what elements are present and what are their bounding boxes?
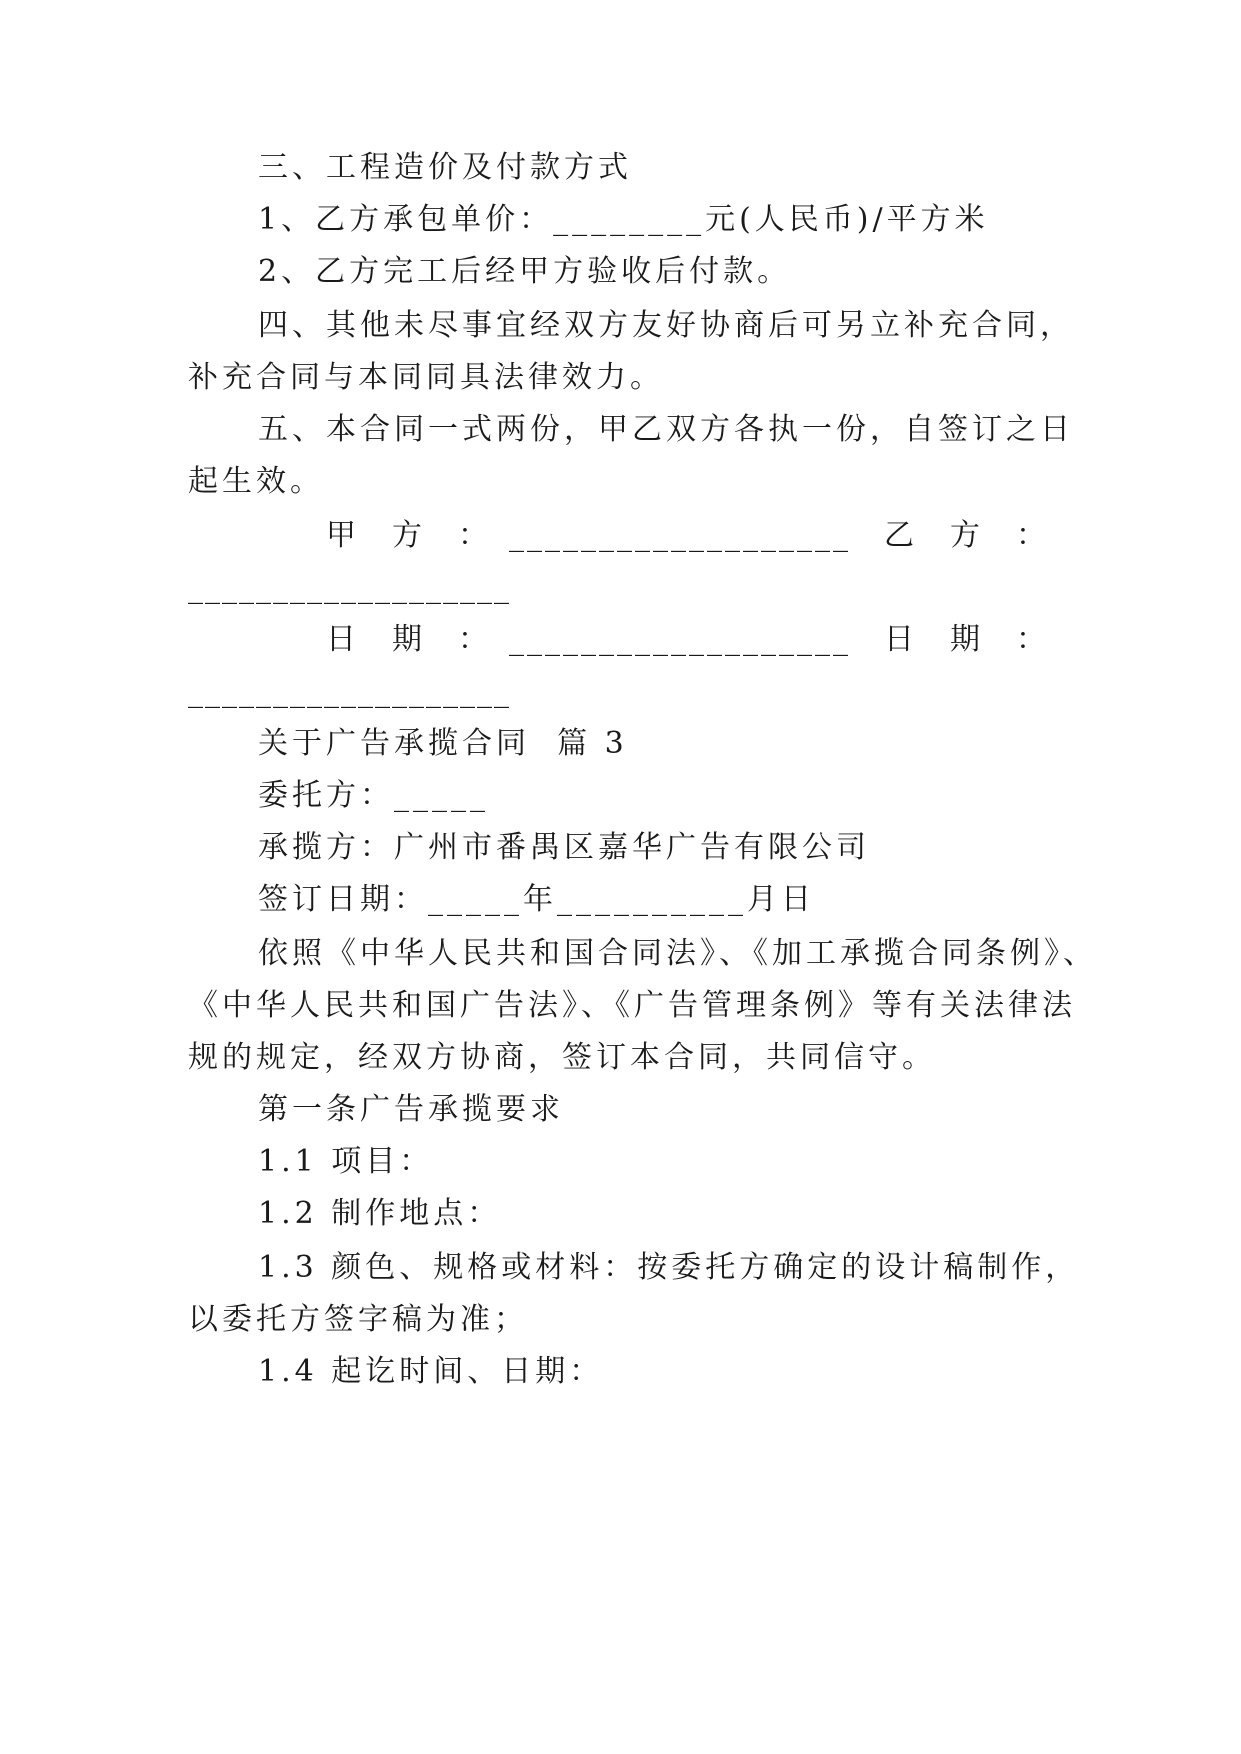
section-title-contract-3: 关于广告承揽合同 篇 3 [258, 726, 628, 761]
paragraph-client: 委托方：_____ [258, 778, 489, 813]
paragraph-copies: 五、本合同一式两份，甲乙双方各执一份，自签订之日 [258, 412, 1074, 447]
paragraph-contractor: 承揽方：广州市番禺区嘉华广告有限公司 [258, 830, 870, 865]
section-heading-price: 三、工程造价及付款方式 [258, 150, 632, 185]
signature-party-line: 甲 方 ： ___________________ 乙 方 ： [326, 518, 1049, 553]
paragraph-payment: 2、乙方完工后经甲方验收后付款。 [258, 254, 792, 289]
paragraph-legal-basis: 依照《中华人民共和国合同法》、《加工承揽合同条例》、 [258, 936, 1097, 971]
paragraph-sign-date: 签订日期：_____年__________月日 [258, 882, 815, 917]
paragraph-legal-basis-cont1: 《中华人民共和国广告法》、《广告管理条例》等有关法律法 [188, 988, 1076, 1023]
item-1-2: 1.2 制作地点： [258, 1196, 502, 1231]
paragraph-other-matters: 四、其他未尽事宜经双方友好协商后可另立补充合同， [258, 308, 1074, 343]
signature-date-line-cont: ___________________ [188, 674, 511, 709]
article-1-heading: 第一条广告承揽要求 [258, 1092, 564, 1127]
item-1-4: 1.4 起讫时间、日期： [258, 1354, 604, 1389]
paragraph-copies-cont: 起生效。 [188, 464, 324, 499]
item-1-1: 1.1 项目： [258, 1144, 434, 1179]
paragraph-other-matters-cont: 补充合同与本同同具法律效力。 [188, 360, 664, 395]
item-1-3-cont: 以委托方签字稿为准； [188, 1302, 528, 1337]
signature-party-line-cont: ___________________ [188, 570, 511, 605]
signature-date-line: 日 期 ： ___________________ 日 期 ： [326, 622, 1049, 657]
item-1-3: 1.3 颜色、规格或材料：按委托方确定的设计稿制作， [258, 1250, 1080, 1285]
paragraph-legal-basis-cont2: 规的规定，经双方协商，签订本合同，共同信守。 [188, 1040, 936, 1075]
paragraph-unit-price: 1、乙方承包单价：________元(人民币)/平方米 [258, 202, 989, 237]
